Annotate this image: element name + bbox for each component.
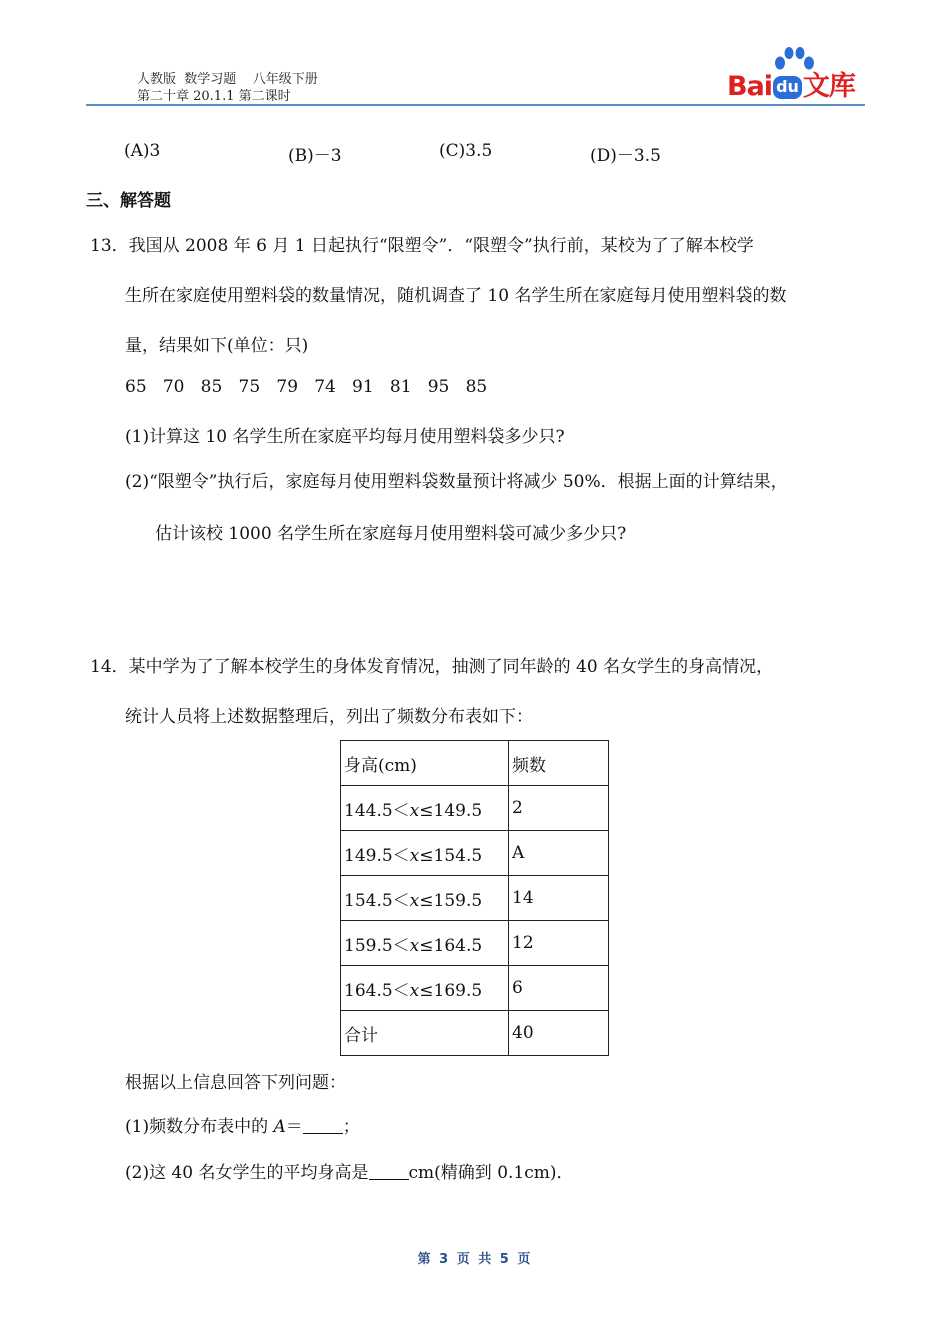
table-cell-frequency: 12 [509,921,609,966]
table-cell-interval [341,831,509,876]
q14-sub1-eq: ＝ [285,1117,303,1137]
table-row [341,876,609,921]
interval-var: x [409,845,420,866]
table-cell-interval [341,786,509,831]
interval-high: 149.5 [433,800,483,821]
q14-sub2-post: cm(精确到 0.1cm)． [408,1163,574,1183]
le-sign: ≤ [419,800,434,821]
table-row [341,786,609,831]
q13-data: 65 70 85 75 79 74 91 81 95 85 [125,377,488,397]
interval-low: 144.5 [344,800,393,821]
q13-sub2-cont: 估计该校 1000 名学生所在家庭每月使用塑料袋可减少多少只? [155,524,627,544]
header-divider [86,104,865,106]
q14-sub1-pre: (1)频数分布表中的 [125,1117,274,1137]
table-cell-interval [341,921,509,966]
q14-sub2-pre: (2)这 40 名女学生的平均身高是 [125,1163,369,1183]
q14-sub1-post: ； [342,1117,360,1137]
table-total-label: 合计 [341,1011,509,1056]
interval-low: 149.5 [344,845,393,866]
lt-sign: ＜ [392,800,410,821]
q14-sub1 [125,1112,360,1137]
q13-line1: 13．我国从 2008 年 6 月 1 日起执行“限塑令”．“限塑令”执行前，某校为了了解本校学 [90,236,754,256]
interval-var: x [409,890,420,911]
q14-line1: 14．某中学为了了解本校学生的身体发育情况，抽测了同年龄的 40 名女学生的身高情况， [90,657,774,677]
lt-sign: ＜ [392,845,410,866]
interval-high: 154.5 [433,845,483,866]
interval-high: 164.5 [433,935,483,956]
table-row [341,966,609,1011]
interval-var: x [409,935,420,956]
le-sign: ≤ [419,980,434,1001]
table-header-row [341,741,609,786]
table-total-value: 40 [509,1011,609,1056]
table-cell-interval [341,876,509,921]
table-cell-interval [341,966,509,1011]
q14-prompt: 根据以上信息回答下列问题： [125,1073,346,1093]
q13-line3: 量，结果如下(单位：只) [125,336,309,356]
q14-line2: 统计人员将上述数据整理后，列出了频数分布表如下： [125,707,533,727]
table-cell-frequency: A [509,831,609,876]
answer-blank[interactable] [303,1119,343,1134]
logo-bai: Bai [727,71,773,102]
table-cell-frequency: 14 [509,876,609,921]
interval-low: 154.5 [344,890,393,911]
logo-du: du [773,76,802,99]
interval-high: 159.5 [433,890,483,911]
option-b: (B)－3 [288,146,342,166]
table-cell-frequency: 2 [509,786,609,831]
table-row [341,831,609,876]
lt-sign: ＜ [392,890,410,911]
lt-sign: ＜ [392,980,410,1001]
le-sign: ≤ [419,845,434,866]
table-header-frequency: 频数 [509,741,609,786]
q14-sub2 [125,1158,574,1183]
table-header-height: 身高(cm) [341,741,509,786]
option-d: (D)－3.5 [590,146,661,166]
baidu-wenku-logo [727,46,867,100]
logo-wordmark [727,64,855,103]
interval-var: x [409,980,420,1001]
interval-var: x [409,800,420,821]
q14-sub1-var: A [273,1117,286,1137]
q13-sub1: (1)计算这 10 名学生所在家庭平均每月使用塑料袋多少只? [125,427,565,447]
answer-blank[interactable] [369,1165,409,1180]
q13-sub2: (2)“限塑令”执行后，家庭每月使用塑料袋数量预计将减少 50%．根据上面的计算结果， [125,472,788,492]
table-cell-frequency: 6 [509,966,609,1011]
logo-wenku: 文库 [802,71,855,102]
table-row [341,921,609,966]
le-sign: ≤ [419,890,434,911]
header-book-info: 人教版 数学习题 八年级下册 [137,72,318,87]
lt-sign: ＜ [392,935,410,956]
q13-line2: 生所在家庭使用塑料袋的数量情况，随机调查了 10 名学生所在家庭每月使用塑料袋的数 [125,286,787,306]
page-footer: 第 3 页 共 5 页 [417,1252,533,1267]
interval-high: 169.5 [433,980,483,1001]
section-title: 三、解答题 [86,191,171,211]
option-a: (A)3 [124,141,161,161]
option-c: (C)3.5 [439,141,493,161]
header-chapter-info: 第二十章 20.1.1 第二课时 [137,89,291,104]
table-total-row [341,1011,609,1056]
frequency-table [340,740,609,1056]
interval-low: 164.5 [344,980,393,1001]
interval-low: 159.5 [344,935,393,956]
le-sign: ≤ [419,935,434,956]
